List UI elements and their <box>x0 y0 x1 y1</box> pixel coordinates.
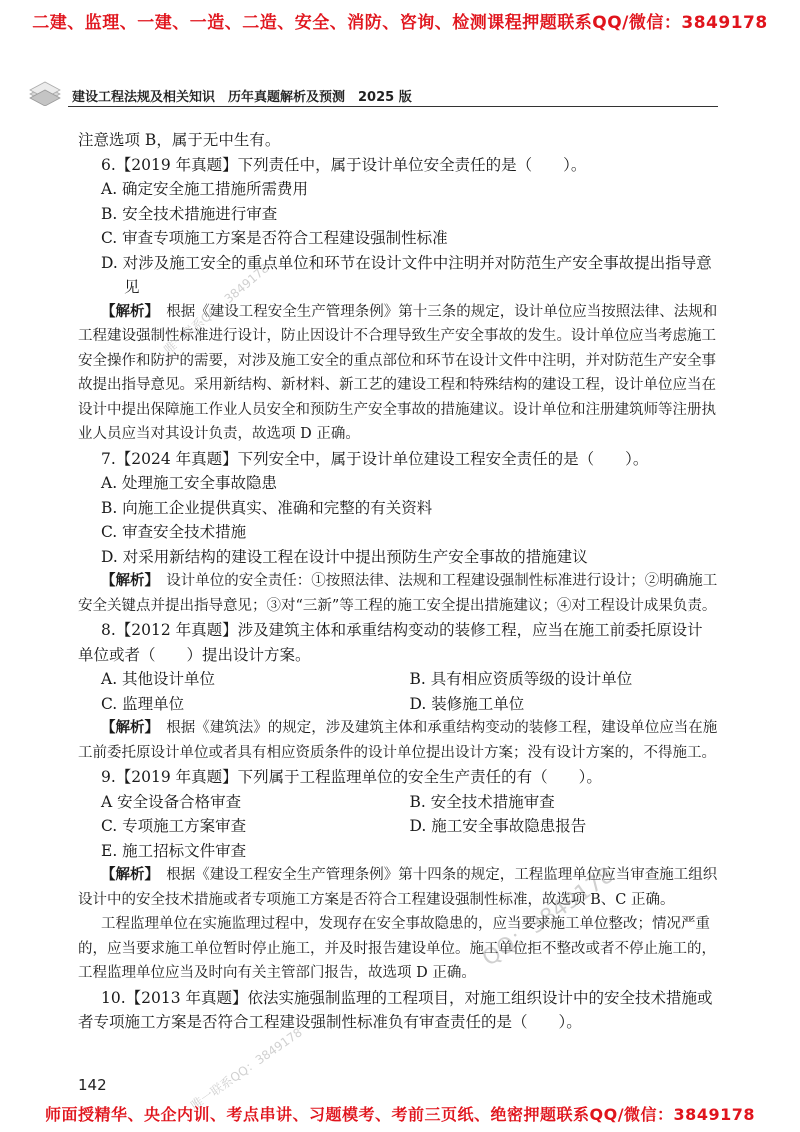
option-8c: C. 监理单位 <box>101 694 185 713</box>
book-stack-icon <box>28 80 62 106</box>
watermark: 唯一联系QQ：3849178 <box>188 1025 305 1113</box>
option-9c: C. 专项施工方案审查 <box>101 817 247 835</box>
option-row <box>78 790 718 815</box>
option-7b: B. 向施工企业提供真实、准确和完整的有关资料 <box>101 498 433 517</box>
promo-banner-bottom: 师面授精华、央企内训、考点串讲、习题模考、考前三页纸、绝密押题联系QQ/微信：3849178 <box>45 1105 755 1124</box>
watermark: QQ：3849178 <box>477 862 619 972</box>
page-number: 142 <box>78 1076 107 1094</box>
page-header <box>28 80 718 110</box>
option-7d: D. 对采用新结构的建设工程在设计中提出预防生产安全事故的措施建议 <box>101 547 588 566</box>
option-6a: A. 确定安全施工措施所需费用 <box>101 180 309 198</box>
option-row <box>78 667 718 692</box>
watermark: 唯一联系QQ：3849178 <box>161 260 272 357</box>
analysis-text: 设计单位的安全责任：①按照法律、法规和工程建设强制性标准进行设计；②明确施工安全关键点并提出指导意见；③对“三新”等工程的施工安全提出措施建议；④对工程设计成果负责。 <box>78 573 718 614</box>
promo-banner-top: 二建、监理、一建、一造、二造、安全、消防、咨询、检测课程押题联系QQ/微信：3849178 <box>32 13 768 33</box>
text-line: 注意选项 B，属于无中生有。 <box>78 131 281 149</box>
analysis-9-continued: 工程监理单位在实施监理过程中，发现存在安全事故隐患的，应当要求施工单位整改；情况严重的，应当要求施工单位暂时停止施工，并及时报告建设单位。施工单位拒不整改或者不停止施工的，工程监理单位应当及时向有关主管部门报告，故选项 D 正确。 <box>78 916 716 981</box>
analysis-9 <box>78 863 718 912</box>
option-row <box>78 692 718 717</box>
question-6: 6.【2019 年真题】下列责任中，属于设计单位安全责任的是（ ）。 <box>101 155 587 174</box>
analysis-text: 根据《建设工程安全生产管理条例》第十四条的规定，工程监理单位应当审查施工组织设计中的安全技术措施或者专项施工方案是否符合工程建设强制性标准，故选项 B、C 正确。 <box>78 867 718 908</box>
analysis-tag: 【解析】 <box>101 572 152 589</box>
option-9e: E. 施工招标文件审查 <box>101 841 247 860</box>
analysis-tag: 【解析】 <box>101 302 152 320</box>
header-divider <box>68 106 718 107</box>
page-content <box>78 128 718 1035</box>
option-9b: B. 安全技术措施审查 <box>409 792 555 811</box>
option-8d: D. 装修施工单位 <box>409 694 525 713</box>
option-6c: C. 审查专项施工方案是否符合工程建设强制性标准 <box>101 229 448 247</box>
analysis-6 <box>78 300 718 447</box>
option-7c: C. 审查安全技术措施 <box>101 523 247 541</box>
option-6b: B. 安全技术措施进行审查 <box>101 204 278 223</box>
analysis-tag: 【解析】 <box>101 719 152 736</box>
option-8a: A. 其他设计单位 <box>101 670 216 688</box>
header-title: 建设工程法规及相关知识 历年真题解析及预测 2025 版 <box>72 90 412 105</box>
option-8b: B. 具有相应资质等级的设计单位 <box>409 670 633 688</box>
analysis-8 <box>78 716 718 765</box>
question-10: 10.【2013 年真题】依法实施强制监理的工程项目，对施工组织设计中的安全技术措施或者专项施工方案是否符合工程建设强制性标准负有审查责任的是（ ）。 <box>78 988 713 1031</box>
option-9d: D. 施工安全事故隐患报告 <box>409 817 587 835</box>
question-7: 7.【2024 年真题】下列安全中，属于设计单位建设工程安全责任的是（ ）。 <box>101 449 649 468</box>
option-6d: D. 对涉及施工安全的重点单位和环节在设计文件中注明并对防范生产安全事故提出指导意见 <box>101 253 712 296</box>
question-9: 9.【2019 年真题】下列属于工程监理单位的安全生产责任的有（ ）。 <box>101 768 602 786</box>
analysis-tag: 【解析】 <box>101 866 152 883</box>
option-9a: A 安全设备合格审查 <box>101 792 242 811</box>
option-7a: A. 处理施工安全事故隐患 <box>101 474 278 492</box>
option-row <box>78 814 718 839</box>
analysis-text: 根据《建筑法》的规定，涉及建筑主体和承重结构变动的装修工程，建设单位应当在施工前委托原设计单位或者具有相应资质条件的设计单位提出设计方案；没有设计方案的，不得施工。 <box>78 720 718 761</box>
analysis-text: 根据《建设工程安全生产管理条例》第十三条的规定，设计单位应当按照法律、法规和工程建设强制性标准进行设计，防止因设计不合理导致生产安全事故的发生。设计单位应当考虑施工安全操作和防护的需要，对涉及施工安全的重点部位和环节在设计文件中注明，并对防范生产安全事故提出指导意见。采用新结构、新材料、新工艺的建设工程和特殊结构的建设工程，设计单位应当在设计中提出保障施工作业人员安全和预防生产安全事故的措施建议。设计单位和注册建筑师等注册执业人员应当对其设计负责，故选项 D 正确。 <box>78 303 718 442</box>
analysis-7 <box>78 569 718 618</box>
question-8: 8.【2012 年真题】涉及建筑主体和承重结构变动的装修工程，应当在施工前委托原设计单位或者（ ）提出设计方案。 <box>78 621 703 664</box>
